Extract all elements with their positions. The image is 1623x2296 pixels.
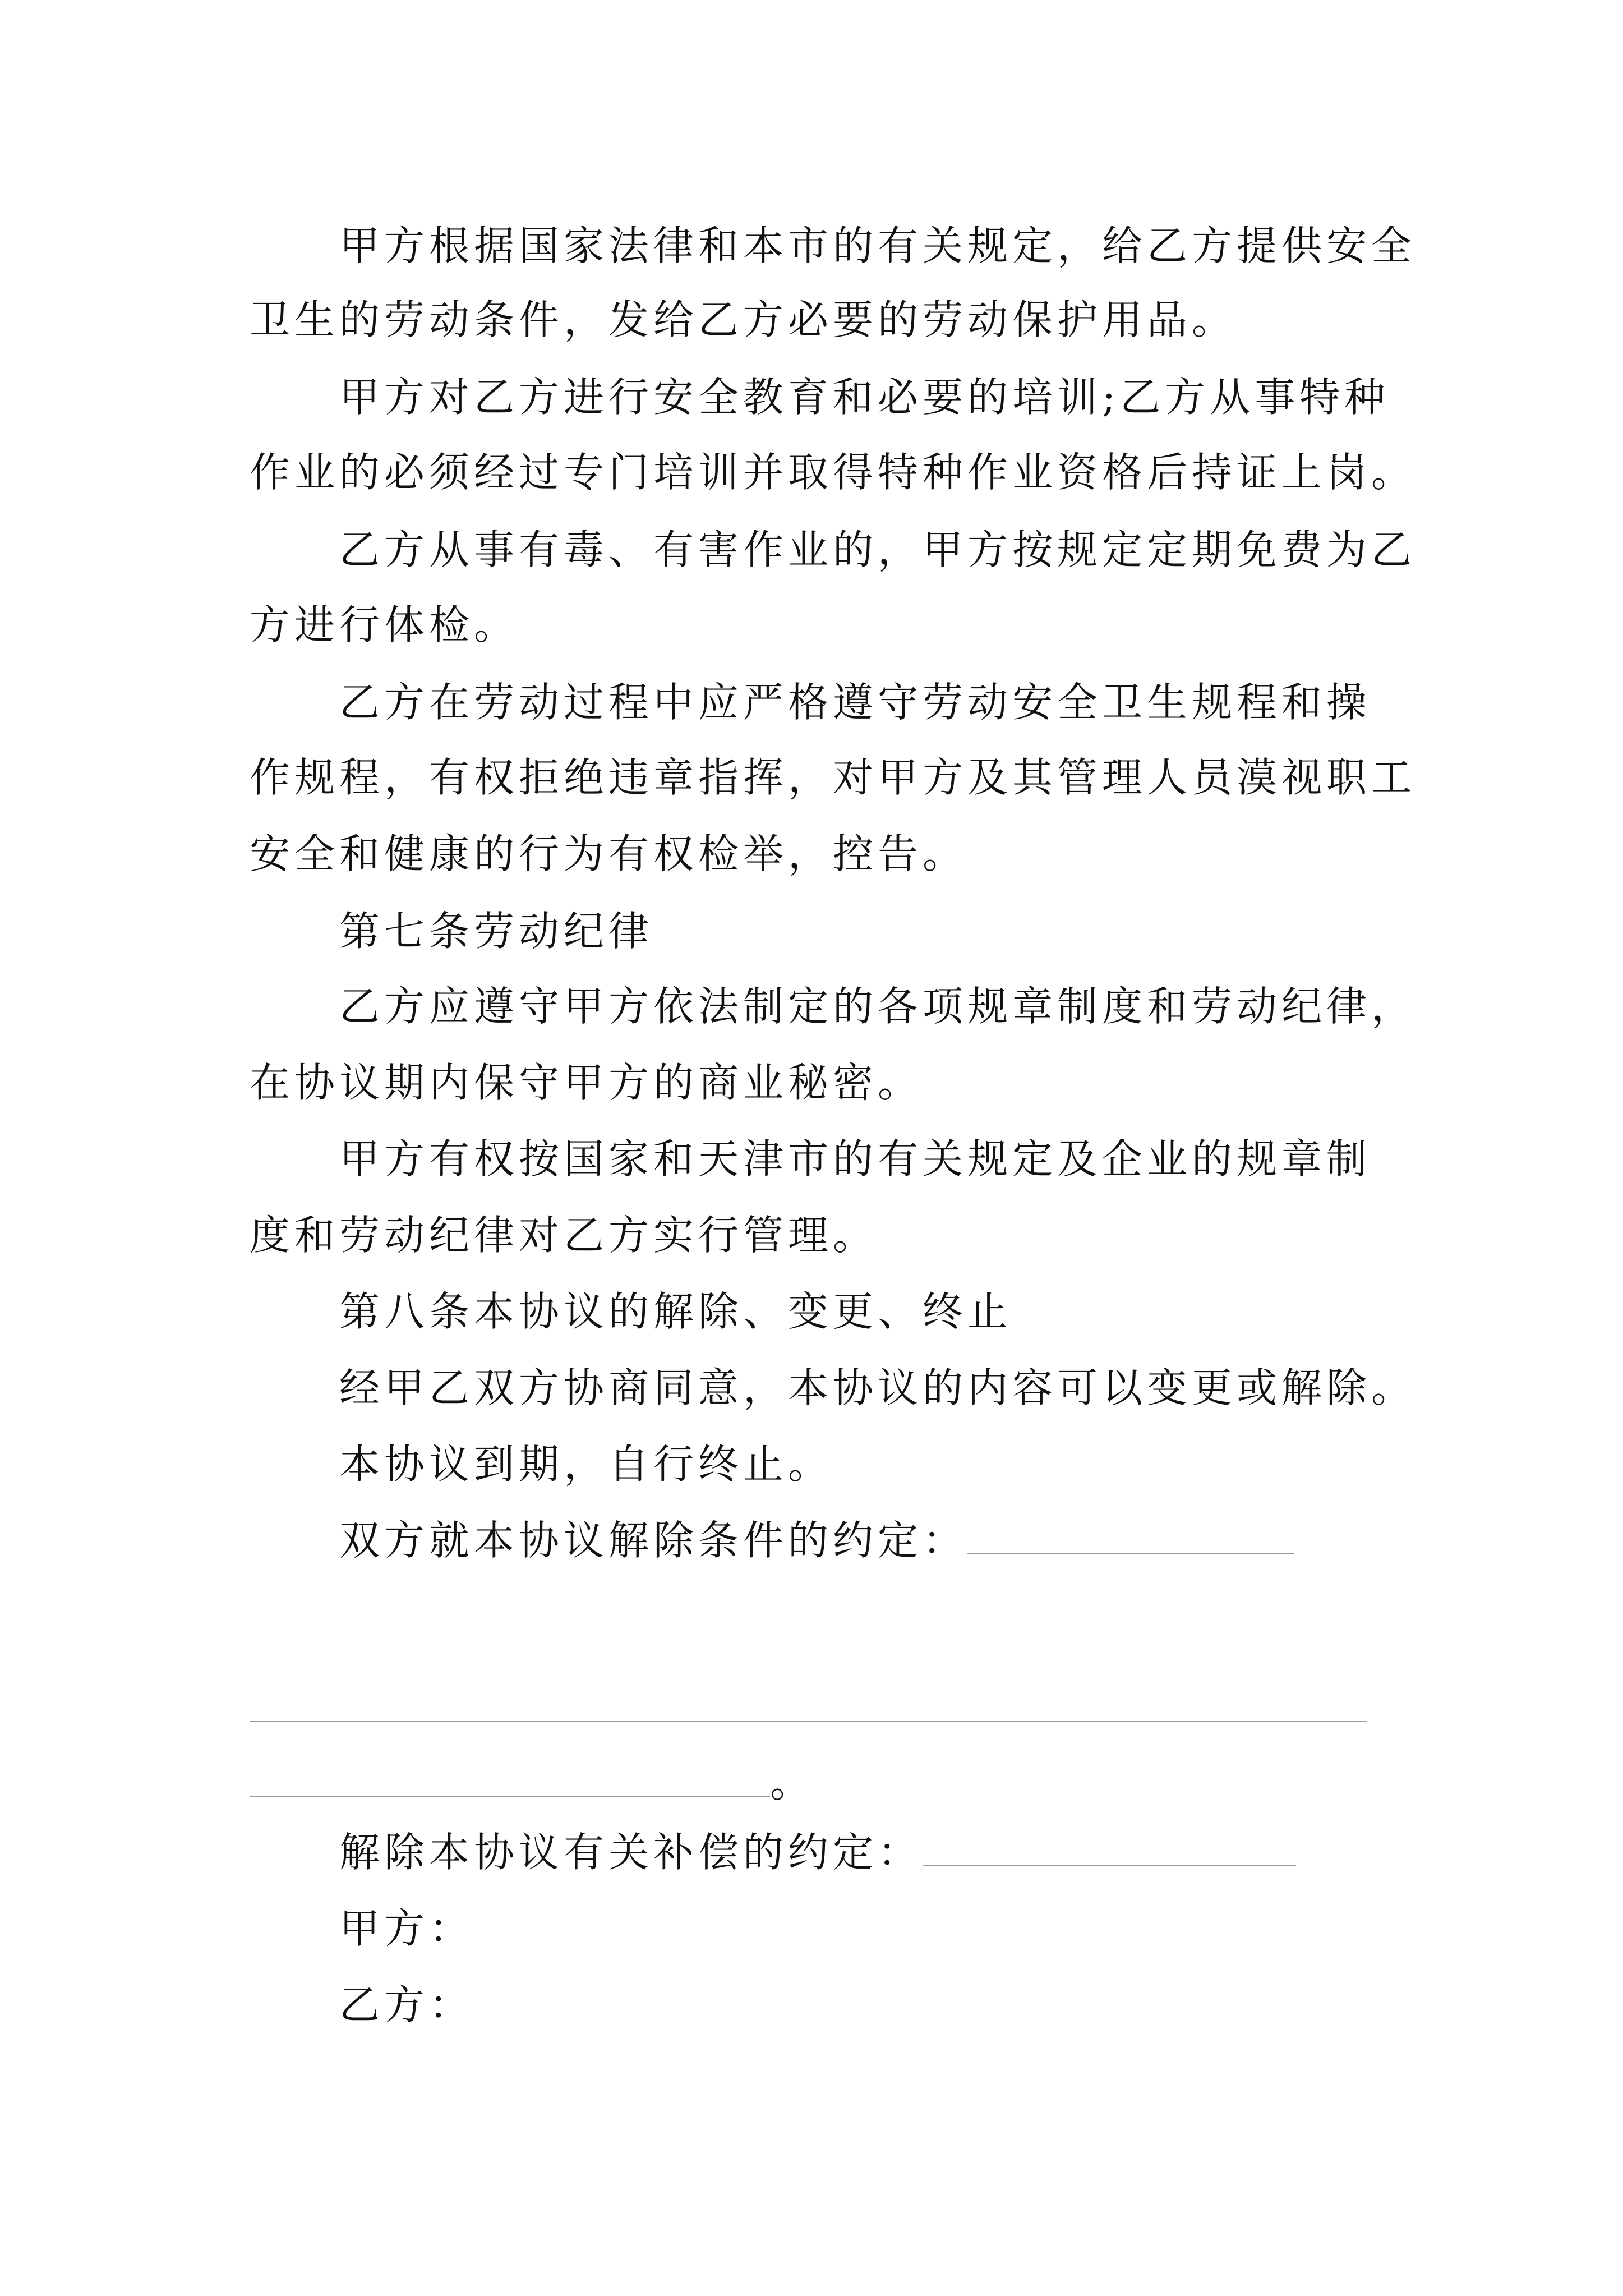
paragraph-line: 作业的必须经过专门培训并取得特种作业资格后持证上岗。 <box>250 449 1417 496</box>
paragraph-line: 在协议期内保守甲方的商业秘密。 <box>250 1059 923 1106</box>
compensation-line <box>339 1825 1495 1879</box>
fill-in-rule <box>250 1721 1367 1722</box>
paragraph-line: 作规程，有权拒绝违章指挥，对甲方及其管理人员漠视职工 <box>250 754 1417 801</box>
fill-in-line-end <box>250 1756 1405 1810</box>
paragraph-line: 甲方有权按国家和天津市的有关规定及企业的规章制 <box>339 1135 1372 1182</box>
paragraph-line: 安全和健康的行为有权检举，控告。 <box>250 830 968 877</box>
paragraph-line: 卫生的劳动条件，发给乙方必要的劳动保护用品。 <box>250 296 1237 343</box>
paragraph-line: 甲方对乙方进行安全教育和必要的培训;乙方从事特种 <box>339 374 1390 421</box>
period-mark: 。 <box>770 1759 815 1806</box>
paragraph-line: 乙方从事有毒、有害作业的，甲方按规定定期免费为乙 <box>339 526 1417 573</box>
termination-condition-line <box>339 1513 1495 1567</box>
section-heading: 第八条本协议的解除、变更、终止 <box>339 1288 1013 1335</box>
paragraph-line: 乙方应遵守甲方依法制定的各项规章制度和劳动纪律， <box>339 983 1417 1030</box>
party-b-label: 乙方： <box>339 1981 474 2028</box>
paragraph-line: 度和劳动纪律对乙方实行管理。 <box>250 1212 878 1259</box>
fill-in-blank <box>250 1761 770 1797</box>
paragraph-line: 经甲乙双方协商同意，本协议的内容可以变更或解除。 <box>339 1364 1417 1411</box>
paragraph-line: 方进行体检。 <box>250 601 519 648</box>
paragraph-line: 乙方在劳动过程中应严格遵守劳动安全卫生规程和操 <box>339 679 1372 726</box>
section-heading: 第七条劳动纪律 <box>339 908 654 955</box>
party-a-label: 甲方： <box>339 1905 474 1952</box>
paragraph-line: 甲方根据国家法律和本市的有关规定，给乙方提供安全 <box>339 222 1417 269</box>
compensation-blank <box>923 1830 1296 1866</box>
paragraph-line: 本协议到期，自行终止。 <box>339 1441 833 1488</box>
compensation-label: 解除本协议有关补偿的约定： <box>339 1829 923 1876</box>
termination-condition-label: 双方就本协议解除条件的约定： <box>339 1517 968 1564</box>
termination-condition-blank <box>967 1519 1294 1554</box>
